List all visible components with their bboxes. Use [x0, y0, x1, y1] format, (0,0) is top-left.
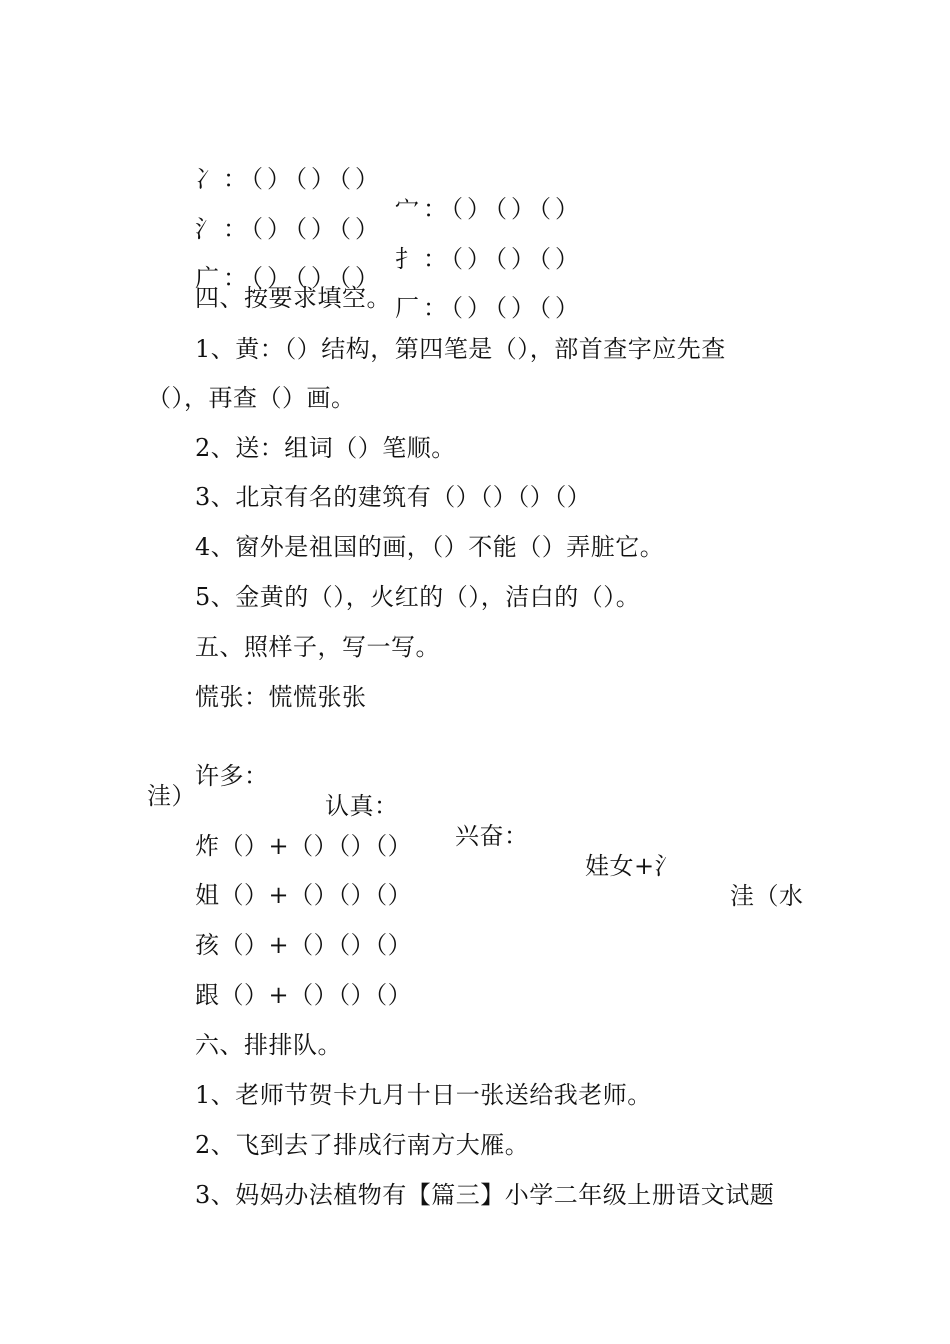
section-5-split-3: 孩（）+（）（）（）: [195, 931, 413, 959]
radical-row-3-left: 广：（）（）（）: [195, 264, 383, 292]
section-5-item-3: 兴奋：: [455, 822, 529, 850]
section-5-heading: 五、照样子，写一写。: [195, 633, 440, 661]
section-4-q5: 5、金黄的（），火红的（），洁白的（）。: [195, 583, 641, 611]
radical-row-1-right: 宀：（）（）（）: [395, 195, 583, 223]
section-5-item-4: 娃女+氵: [585, 852, 680, 880]
section-6-q2: 2、飞到去了排成行南方大雁。: [195, 1131, 530, 1159]
radical-row-2-left: 氵：（）（）（）: [195, 215, 383, 243]
section-5-item-2: 认真：: [325, 792, 399, 820]
section-4-q1-line2: （），再查（）画。: [147, 384, 356, 412]
section-5-split-4: 跟（）+（）（）（）: [195, 981, 413, 1009]
section-6-heading: 六、排排队。: [195, 1031, 342, 1059]
section-5-split-1: 炸（）+（）（）（）: [195, 832, 413, 860]
radical-row-2-right: 扌：（）（）（）: [395, 245, 583, 273]
section-5-item-1: 许多：: [195, 762, 269, 790]
section-6-q3: 3、妈妈办法植物有【篇三】小学二年级上册语文试题: [195, 1181, 775, 1209]
section-4-q1-line1: 1、黄：（）结构，第四笔是（），部首查字应先查: [195, 335, 726, 363]
section-5-example: 慌张：慌慌张张: [195, 683, 367, 711]
section-6-q1: 1、老师节贺卡九月十日一张送给我老师。: [195, 1081, 652, 1109]
section-4-heading: 四、按要求填空。: [195, 284, 391, 312]
section-4-q4: 4、窗外是祖国的画，（）不能（）弄脏它。: [195, 533, 665, 561]
section-5-items-wrap: 洼）: [147, 782, 196, 810]
section-5-split-2: 姐（）+（）（）（）: [195, 881, 413, 909]
section-4-q3: 3、北京有名的建筑有（）（）（）（）: [195, 483, 592, 511]
radical-row-1-left: 冫：（）（）（）: [195, 165, 383, 193]
radical-row-3-right: 厂：（）（）（）: [395, 294, 583, 322]
section-4-q2: 2、送：组词（）笔顺。: [195, 434, 456, 462]
section-5-item-5: 洼（水: [730, 882, 804, 910]
